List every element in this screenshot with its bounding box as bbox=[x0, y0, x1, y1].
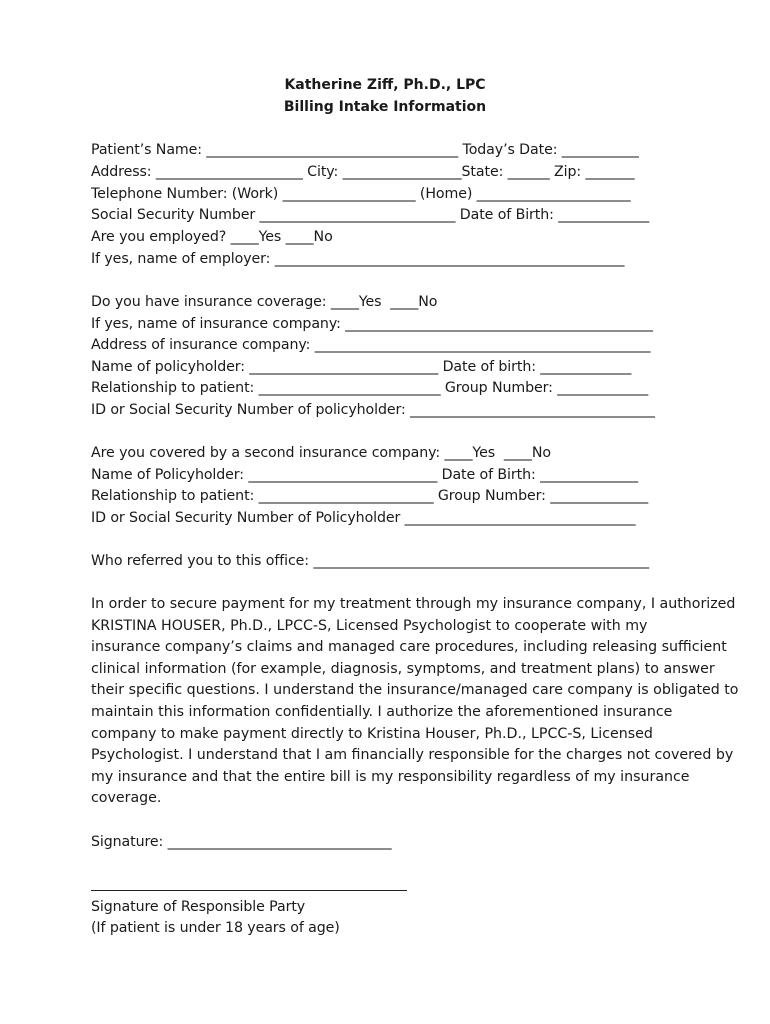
authorization-line: maintain this information confidentially. I authorize the aforementioned insurance bbox=[91, 703, 673, 720]
patient-name-row[interactable]: Patient’s Name: ____________________________________ Today’s Date: ___________ bbox=[91, 142, 639, 158]
authorization-line: insurance company’s claims and managed care procedures, including releasing sufficient bbox=[91, 639, 727, 656]
authorization-line: company to make payment directly to Kristina Houser, Ph.D., LPCC-S, Licensed bbox=[91, 725, 653, 742]
employed-row[interactable]: Are you employed? ____Yes ____No bbox=[91, 229, 333, 245]
signature-row[interactable]: Signature: ________________________________ bbox=[91, 834, 392, 850]
responsible-party-label: Signature of Responsible Party bbox=[91, 899, 306, 915]
insurance-company-row[interactable]: If yes, name of insurance company: ____________________________________________ bbox=[91, 316, 653, 332]
responsible-signature-line[interactable] bbox=[91, 890, 407, 891]
employer-row[interactable]: If yes, name of employer: __________________________________________________ bbox=[91, 251, 625, 267]
authorization-line: clinical information (for example, diagnosis, symptoms, and treatment plans) to answer bbox=[91, 660, 715, 677]
authorization-paragraph bbox=[91, 594, 739, 810]
insurance-address-row[interactable]: Address of insurance company: ________________________________________________ bbox=[91, 337, 651, 353]
ssn-dob-row[interactable]: Social Security Number ____________________________ Date of Birth: _____________ bbox=[91, 207, 650, 223]
telephone-row[interactable]: Telephone Number: (Work) ___________________ (Home) ______________________ bbox=[91, 186, 631, 202]
referral-row[interactable]: Who referred you to this office: ________________________________________________ bbox=[91, 553, 650, 569]
form-title: Billing Intake Information bbox=[283, 99, 487, 115]
second-policyholder-row[interactable]: Name of Policyholder: ___________________________ Date of Birth: ______________ bbox=[91, 467, 638, 483]
responsible-party-note: (If patient is under 18 years of age) bbox=[91, 920, 340, 936]
address-row[interactable]: Address: _____________________ City: _________________State: ______ Zip: _______ bbox=[91, 164, 635, 180]
authorization-line: coverage. bbox=[91, 790, 162, 807]
second-insurance-row[interactable]: Are you covered by a second insurance company: ____Yes ____No bbox=[91, 445, 551, 461]
second-policyholder-id-row[interactable]: ID or Social Security Number of Policyholder _________________________________ bbox=[91, 510, 636, 526]
policyholder-id-row[interactable]: ID or Social Security Number of policyholder: ___________________________________ bbox=[91, 402, 655, 418]
provider-name: Katherine Ziff, Ph.D., LPC bbox=[284, 77, 486, 93]
authorization-line: Psychologist. I understand that I am financially responsible for the charges not covered by bbox=[91, 747, 734, 764]
second-relationship-row[interactable]: Relationship to patient: _________________________ Group Number: ______________ bbox=[91, 488, 649, 504]
policyholder-row[interactable]: Name of policyholder: ___________________________ Date of birth: _____________ bbox=[91, 359, 632, 375]
authorization-line: my insurance and that the entire bill is my responsibility regardless of my insurance bbox=[91, 768, 690, 785]
authorization-line: In order to secure payment for my treatment through my insurance company, I authorized bbox=[91, 596, 736, 612]
insurance-coverage-row[interactable]: Do you have insurance coverage: ____Yes ____No bbox=[91, 294, 438, 310]
authorization-line: their specific questions. I understand the insurance/managed care company is obligated to bbox=[91, 682, 739, 699]
relationship-row[interactable]: Relationship to patient: __________________________ Group Number: _____________ bbox=[91, 380, 649, 396]
authorization-line: KRISTINA HOUSER, Ph.D., LPCC-S, Licensed Psychologist to cooperate with my bbox=[91, 617, 648, 634]
